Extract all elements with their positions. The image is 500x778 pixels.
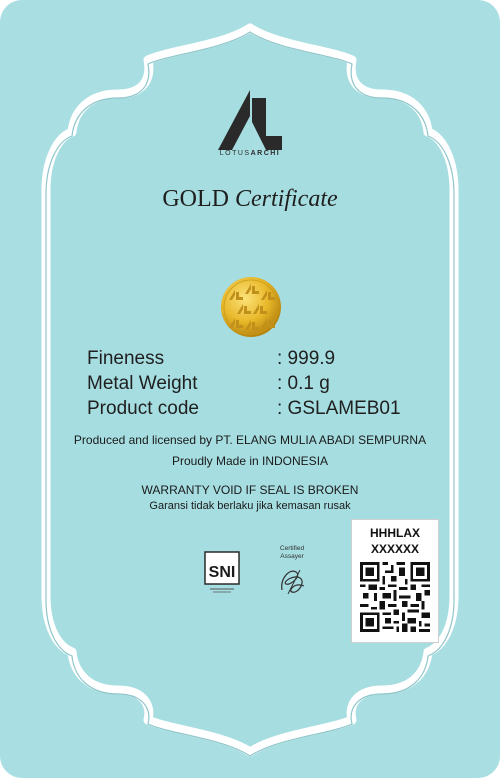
title-main: GOLD (162, 186, 229, 212)
warranty-text: WARRANTY VOID IF SEAL IS BROKEN (141, 483, 359, 497)
la-logo-icon (212, 88, 288, 152)
made-in-text: Proudly Made in INDONESIA (171, 454, 329, 468)
brand-name-bold: ARCHI (250, 150, 281, 157)
qr-code-box[interactable] (351, 519, 439, 643)
title-italic: Certificate (235, 186, 338, 212)
qr-code-line-1: HHHLAX (370, 526, 420, 540)
sni-label: SNI (208, 564, 236, 581)
brand-name-light: LOTUS (219, 150, 251, 157)
spec-label-product-code: Product code (87, 398, 199, 419)
spec-value-fineness: : 999.9 (277, 348, 336, 369)
qr-code-line-2: XXXXXX (370, 542, 420, 556)
spec-label-metal-weight: Metal Weight (87, 373, 198, 394)
spec-label-fineness: Fineness (87, 348, 165, 369)
warranty-text-indonesian: Garansi tidak berlaku jika kemasan rusak (149, 500, 351, 512)
spec-value-product-code: : GSLAMEB01 (277, 398, 401, 419)
assayer-label-line-1: Certified (279, 545, 305, 552)
producer-license-text: Produced and licensed by PT. ELANG MULIA ABADI SEMPURNA (73, 433, 427, 447)
certified-assayer-label (270, 545, 314, 561)
assayer-signature-icon (276, 564, 310, 598)
sni-mark-icon (204, 551, 240, 595)
gold-coin-seal (220, 276, 282, 338)
brand-wordmark (0, 150, 500, 157)
certificate-title (0, 186, 500, 213)
qr-code-icon (360, 562, 430, 632)
assayer-label-line-2: Assayer (280, 553, 304, 560)
spec-value-metal-weight: : 0.1 g (277, 373, 330, 394)
